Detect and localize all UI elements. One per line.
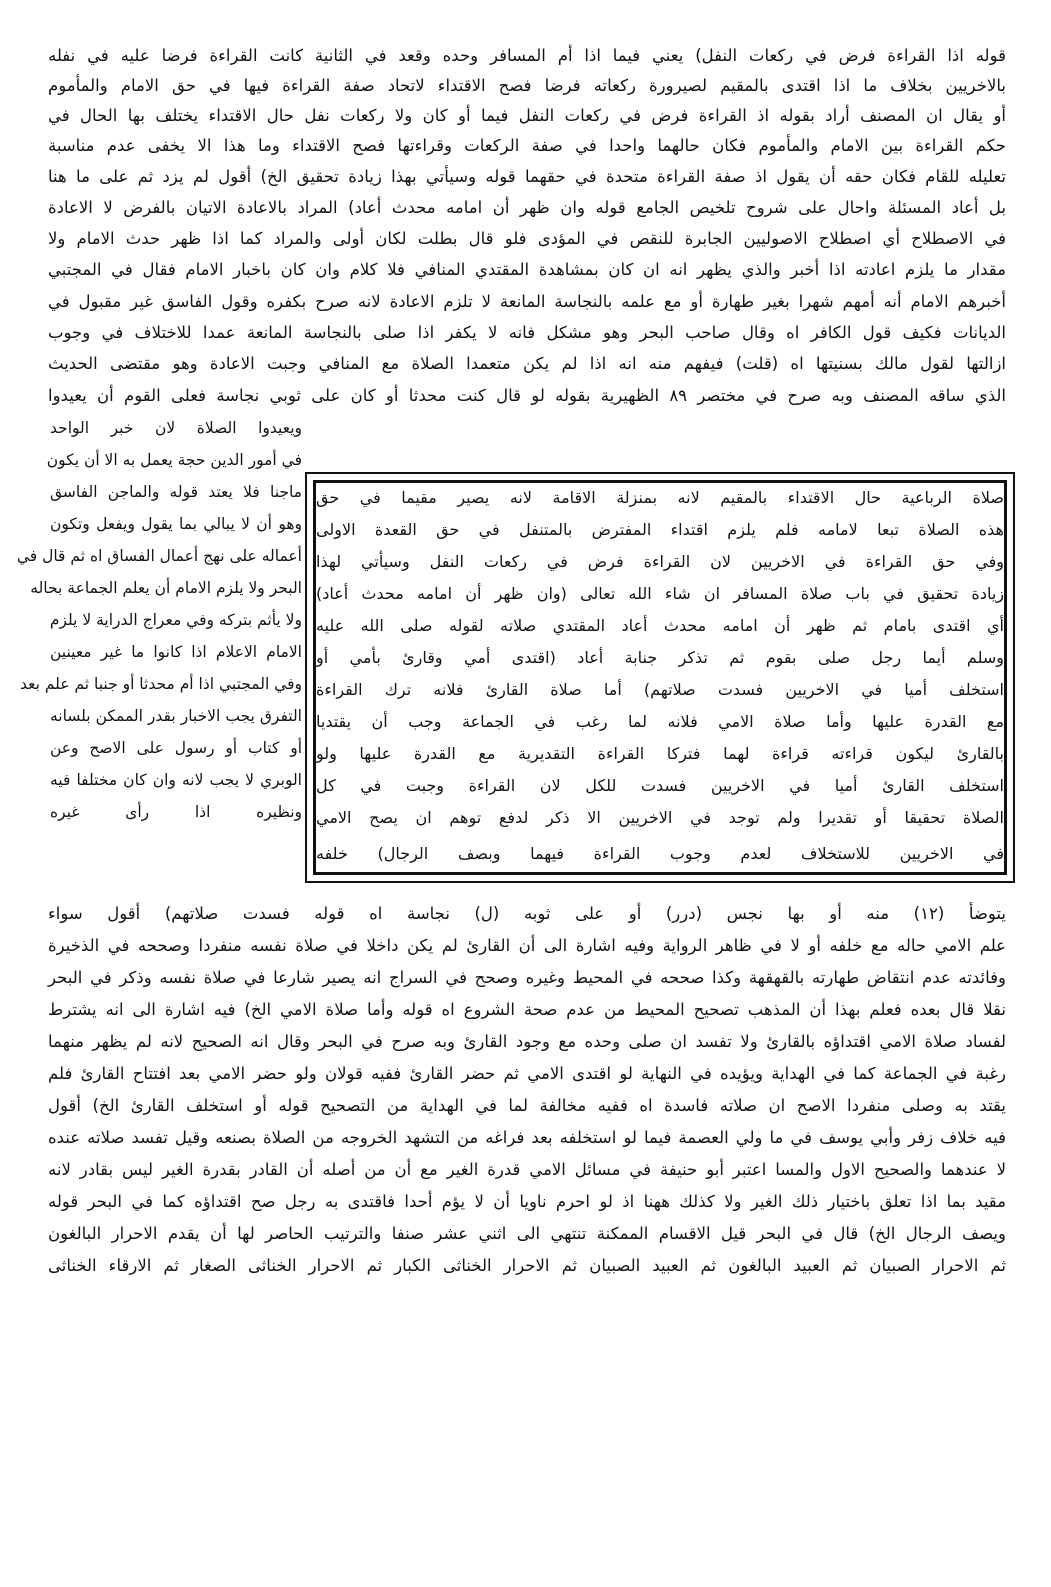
text-line: هذه الصلاة تبعا لامامه فلم يلزم اقتداء المفترض بالمتنفل في حق القعدة الاولى	[316, 520, 1004, 539]
text-line: وهو أن لا يبالي بما يقول ويفعل وتكون	[50, 515, 302, 533]
text-line: استخلف أميا في الاخريين فسدت صلاتهم) أما صلاة القارئ فلانه ترك القراءة	[316, 680, 1004, 699]
text-line: وفي المجتبي اذا أم محدثا أو جنبا ثم علم بعد	[19, 675, 302, 693]
text-line: ثم الاحرار الصبيان ثم العبيد البالغون ثم العبيد الصبيان ثم الاحرار الخناثى الكبار ثم الاحرار الخناثى الصغار ثم الارقاء الخناثى	[48, 1256, 1006, 1275]
text-line: علم الامي حاله مع خلفه أو لا في ظاهر الرواية وفيه اشارة الى أن القارئ لم يكن داخلا في صلاة نفسه منفردا وصححه في الذخيرة	[48, 936, 1006, 955]
text-line: مع القدرة عليها وأما صلاة الامي فلانه لما رغب في الجماعة وجب أن يقتديا	[316, 712, 1004, 731]
text-line: البحر ولا يلزم الامام أن يعلم الجماعة بحاله	[30, 579, 302, 597]
text-line: زيادة تحقيق في باب صلاة المسافر ان شاء الله تعالى (وان ظهر أن امامه محدث أعاد)	[316, 584, 1004, 603]
text-line: الامام الاعلام اذا كانوا ما غير معينين	[50, 643, 302, 661]
text-line: قوله اذا القراءة فرض في ركعات النفل) يعني فيما اذا أم المسافر وحده وقعد في الثانية كانت القراءة فرضا عليه في نفله	[48, 46, 1006, 65]
text-line: يقتد به وصلى منفردا الاصح ان صلاته فاسدة اه ففيه مخالفة لما في الهداية من التصحيح قوله أو استخلف القارئ الخ) أقول	[48, 1096, 1006, 1115]
text-line: يتوضأ (١٢) منه أو بها نجس (درر) أو على ثوبه (ل) نجاسة اه قوله فسدت صلاتهم) أقول سواء	[48, 904, 1006, 923]
text-line: ويعيدوا الصلاة لان خبر الواحد	[50, 419, 302, 437]
text-line: لا عندهما والصحيح الاول والمسا اعتبر أبو حنيفة في مسائل الامي قدرة الغير مع أن من أصله أن القادر بقدرة الغير ليس بقادر لانه	[48, 1160, 1006, 1179]
text-line: بالاخريين بخلاف ما اذا اقتدى بالمقيم لصيرورة ركعاته فرضا فصح الاقتداء لاتحاد صفة القراءة فيها في حق الامام والمأموم	[48, 76, 1006, 95]
text-line: في أمور الدين حجة يعمل به الا أن يكون	[46, 451, 302, 469]
text-line: الوبري لا يجب لانه وان كان مختلفا فيه	[50, 771, 302, 789]
text-line: بالقارئ ليكون قراءته قراءة لهما فتركا القراءة التقديرية مع القدرة عليها ولو	[316, 744, 1004, 763]
text-line: أو يقال ان المصنف أراد بقوله اذ القراءة فرض في ركعات النفل فيما أو كان ولا ركعات نفل حال الاقتداء يختلف بها الحال في	[48, 106, 1006, 125]
text-line: ونظيره اذا رأى غيره	[50, 803, 302, 821]
text-line: مقيد بما اذا تعلق باختيار ذلك الغير ولا كذلك ههنا اذ لو احرم ناويا أن لا يؤم أحدا فاقتدى به رجل صح اقتداؤه كما في البحر قوله	[48, 1192, 1006, 1211]
text-line: الصلاة تحقيقا أو تقديرا ولم توجد في الاخريين الا ذكر لدفع توهم ان يصح الامي	[316, 808, 1004, 827]
text-line: الذي ساقه المصنف وبه صرح في مختصر ٨٩ الظهيرية بقوله لو قال كنت محدثا أو كان على ثوبي نجاسة فعلى القوم أن يعيدوا	[48, 386, 1006, 405]
text-line: ازالتها لقول مالك بسنيتها اه (قلت) فيفهم منه انه اذا لم يكن متعمدا الصلاة مع المنافي وجبت الاعادة وهو مقتضى الحديث	[48, 354, 1006, 373]
text-line: ويصف الرجال الخ) قال في البحر قيل الاقسام الممكنة تنتهي الى اثني عشر صنفا والترتيب الحاصر لها أن يقدم الاحرار البالغون	[48, 1224, 1006, 1243]
text-line: نقلا قال بعده فعلم بهذا أن المذهب تصحيح المحيط من عدم صحة الشروع اه قوله وأما صلاة الامي الخ) فيه اشارة الى انه يشترط	[48, 1000, 1006, 1019]
text-line: رغبة في الجماعة كما في الهداية ويؤيده في النهاية لو اقتدى الامي ثم حضر القارئ ففيه قولان ولو حضر الامي بعد افتتاح القارئ فلم	[48, 1064, 1006, 1083]
text-line: في الاصطلاح أي اصطلاح الاصوليين الجابرة للنقص في المؤدى فلو قال بطلت لكان أولى والمراد كما اذا ظهر حدث الامام ولا	[48, 229, 1006, 248]
text-line: ولا يأثم بتركه وفي معراج الدراية لا يلزم	[49, 611, 302, 629]
text-line: أو كتاب أو رسول على الاصح وعن	[50, 739, 302, 757]
text-line: حكم القراءة بين الامام والمأموم فكان حالهما واحدا في صفة الركعات وقراءتها فصح الاقتداء وما هذا الا يخفى عدم مناسبة	[48, 136, 1006, 155]
text-line: صلاة الرباعية حال الاقتداء بالمقيم لانه بمنزلة الاقامة لانه يصير مقيما في حق	[316, 488, 1004, 507]
text-line: أعماله على نهج أعمال الفساق اه ثم قال في	[16, 547, 302, 565]
text-line: تعليله للقام فكان حقه أن يقول اذ صفة القراءة متحدة في حقهما قوله وسيأتي بهذا زيادة تحقيق الخ) أقول لم يزد ثم على ما هنا	[48, 167, 1006, 186]
text-line: مقدار ما يلزم اعادته اذا أخبر والذي يظهر انه ان كان بمشاهدة المقتدي المنافي فلا كلام وان كان باخبار الامام فقال في المجتبي	[48, 260, 1006, 279]
text-line: استخلف القارئ أميا في الاخريين فسدت للكل لان القراءة وجبت في كل	[316, 776, 1004, 795]
text-line: وفي حق القراءة في الاخريين لان القراءة فرض في ركعات النفل وسيأتي لهذا	[316, 552, 1004, 571]
text-line: في الاخريين للاستخلاف لعدم وجوب القراءة فيهما وبصف الرجال) خلفه	[316, 844, 1004, 863]
text-line: لفساد صلاة الامي اقتداؤه بالقارئ ولا تفسد ان صلى وحده مع وجود القارئ وبه صرح في البحر وقال انه الصحيح لانه لم يظهر منهما	[48, 1032, 1006, 1051]
text-line: وسلم أيما رجل صلى بقوم ثم تذكر جنابة أعاد (اقتدى أمي وقارئ بأمي أو	[316, 648, 1004, 667]
text-line: فيه خلاف زفر وأبي يوسف في ما ولي العصمة فيما لو استخلفه بعد فراغه من التشهد الخروجه من الصلاة بصنعه وقيل تفسد صلاته عنده	[48, 1128, 1006, 1147]
text-line: ماجنا فلا يعتد قوله والماجن الفاسق	[50, 483, 302, 501]
text-line: وفائدته عدم انتقاض طهارته بالقهقهة وكذا صححه في المحيط وغيره وصحح في السراج انه يصير شارعا في صلاة نفسه وذكر في البحر	[48, 968, 1006, 987]
text-line: بل أعاد المسئلة واحال على شروح تلخيص الجامع قوله وان ظهر أن امامه محدث أعاد) المراد بالاعادة الاتيان بالفرض لا الاعادة	[48, 198, 1006, 217]
text-line: أخبرهم الامام أنه أمهم شهرا بغير طهارة أو مع علمه بالنجاسة المانعة لا تلزم الاعادة لانه صرح بكفره وقول الفاسق غير مقبول في	[48, 292, 1006, 311]
text-line: أي اقتدى بامام ثم ظهر أن امامه محدث أعاد المقتدي صلاته لقوله صلى الله عليه	[316, 616, 1004, 635]
text-line: الديانات فكيف قول الكافر اه وقال صاحب البحر وهو مشكل فانه لا يكفر اذا صلى بالنجاسة المانعة عمدا للاختلاف في وجوب	[48, 323, 1006, 342]
text-line: التفرق يجب الاخبار بقدر الممكن بلسانه	[50, 707, 302, 725]
